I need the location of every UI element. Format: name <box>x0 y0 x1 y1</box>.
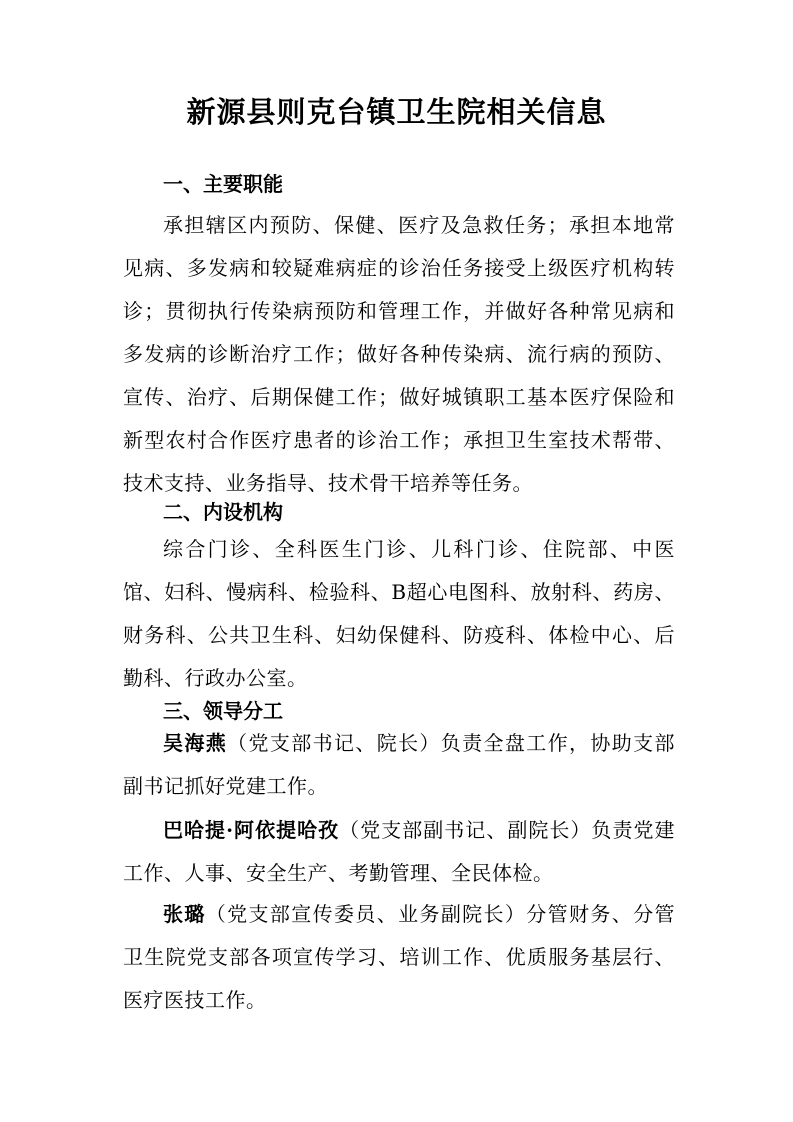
leader-name: 巴哈提·阿依提哈孜 <box>163 818 340 842</box>
leader-duties: （党支部副书记、副院长）负责党建工作、人事、安全生产、考勤管理、全民体检。 <box>123 818 676 885</box>
leader-name: 张璐 <box>163 902 206 926</box>
section-heading-departments: 二、内设机构 <box>163 500 283 524</box>
leader-entry <box>123 809 675 895</box>
section-heading-functions: 一、主要职能 <box>163 172 283 196</box>
leader-duties: （党支部宣传委员、业务副院长）分管财务、分管卫生院党支部各项宣传学习、培训工作、优质服务基层行、医疗医技工作。 <box>123 902 676 1012</box>
section-text-departments: 综合门诊、全科医生门诊、儿科门诊、住院部、中医馆、妇科、慢病科、检验科、B超心电图科、放射科、药房、财务科、公共卫生科、妇幼保健科、防疫科、体检中心、后勤科、行政办公室。 <box>123 537 675 690</box>
leader-name: 吴海燕 <box>163 731 228 755</box>
leader-entry <box>123 722 675 808</box>
leader-entry <box>123 893 675 1022</box>
document-title: 新源县则克台镇卫生院相关信息 <box>186 95 607 129</box>
leader-duties: （党支部书记、院长）负责全盘工作，协助支部副书记抓好党建工作。 <box>123 731 676 798</box>
section-heading-leadership: 三、领导分工 <box>163 699 283 723</box>
section-text-functions: 承担辖区内预防、保健、医疗及急救任务；承担本地常见病、多发病和较疑难病症的诊治任务接受上级医疗机构转诊；贯彻执行传染病预防和管理工作，并做好各种常见病和多发病的诊断治疗工作；做好各种传染病、流行病的预防、宣传、治疗、后期保健工作；做好城镇职工基本医疗保险和新型农村合作医疗患者的诊治工作；承担卫生室技术帮带、技术支持、业务指导、技术骨干培养等任务。 <box>123 213 675 495</box>
